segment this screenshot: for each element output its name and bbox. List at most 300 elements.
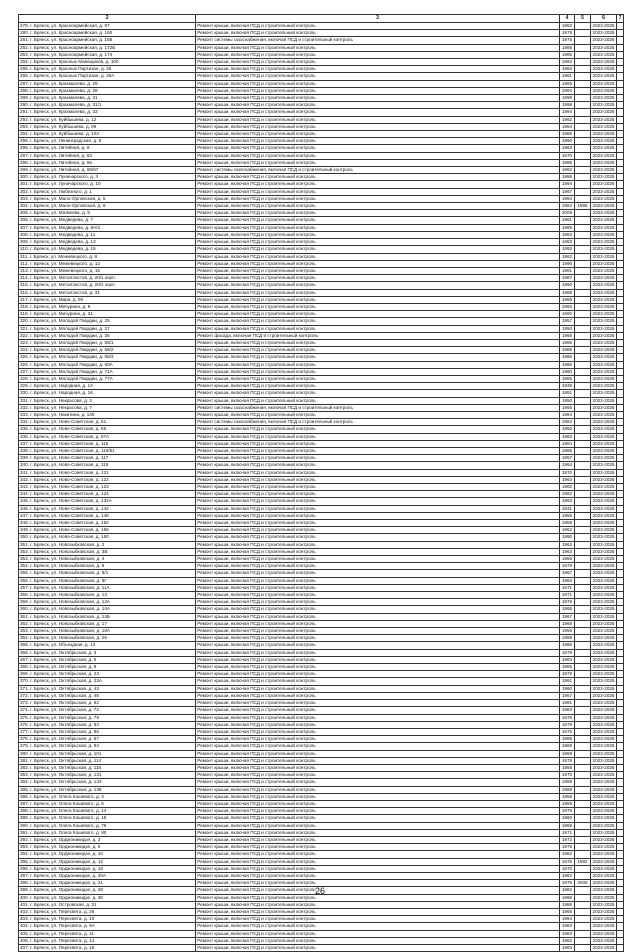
address-text: г. Брянск, ул. Ново-Советская, д. 132А bbox=[30, 498, 112, 504]
note-cell bbox=[617, 80, 624, 87]
note-cell bbox=[617, 534, 624, 541]
period-cell: 2023-2025 bbox=[590, 159, 617, 166]
note-cell bbox=[617, 743, 624, 750]
year-cell: 1986 bbox=[559, 901, 575, 908]
work-cell: Ремонт крыши, включая ПСД и строительный контроль bbox=[196, 476, 559, 483]
note-cell bbox=[617, 822, 624, 829]
note-cell bbox=[617, 217, 624, 224]
address-cell bbox=[19, 210, 196, 217]
extra-year-cell bbox=[575, 512, 591, 519]
period-cell: 2023-2025 bbox=[590, 664, 617, 671]
table-row bbox=[19, 563, 624, 570]
table-row bbox=[19, 217, 624, 224]
year-cell: 1987 bbox=[559, 275, 575, 282]
table-row bbox=[19, 836, 624, 843]
address-text: г. Брянск, ул. Орджоникидзе, д. 10 bbox=[30, 851, 103, 857]
table-row bbox=[19, 635, 624, 642]
period-cell: 2023-2025 bbox=[590, 30, 617, 37]
year-cell: 1976 bbox=[559, 844, 575, 851]
address-text: г. Брянск, ул. Ново-Советская, д. 116/51 bbox=[30, 447, 115, 453]
year-cell: 1993 bbox=[559, 498, 575, 505]
work-cell: Ремонт крыши, включая ПСД и строительный контроль bbox=[196, 772, 559, 779]
extra-year-cell bbox=[575, 325, 591, 332]
address-text: г. Брянск, ул. Любезного, д. 1 bbox=[30, 188, 92, 194]
period-cell: 2023-2025 bbox=[590, 282, 617, 289]
work-cell: Ремонт крыши, включая ПСД и строительный контроль bbox=[196, 505, 559, 512]
row-number: 373. bbox=[20, 700, 29, 706]
work-cell: Ремонт крыши, включая ПСД и строительный контроль bbox=[196, 361, 559, 368]
table-row bbox=[19, 606, 624, 613]
address-text: г. Брянск, ул. Медведева, д. 9А/2 bbox=[30, 224, 101, 230]
address-text: г. Брянск, ул. Орджоникидзе, д. 6 bbox=[30, 844, 101, 850]
table-row bbox=[19, 181, 624, 188]
period-cell: 2023-2025 bbox=[590, 556, 617, 563]
address-cell bbox=[19, 181, 196, 188]
work-cell: Ремонт системы газоснабжения, включая ПСД и строительный контроль bbox=[196, 167, 559, 174]
note-cell bbox=[617, 419, 624, 426]
row-number: 392. bbox=[20, 836, 29, 842]
address-text: г. Брянск, ул. Орджоникидзе, д. 20А bbox=[30, 872, 106, 878]
year-cell: 1993 bbox=[559, 246, 575, 253]
year-cell: 1975 bbox=[559, 728, 575, 735]
address-cell bbox=[19, 685, 196, 692]
work-cell: Ремонт крыши, включая ПСД и строительный контроль bbox=[196, 844, 559, 851]
year-cell: 1969 bbox=[559, 743, 575, 750]
year-cell: 1981 bbox=[559, 267, 575, 274]
address-cell bbox=[19, 419, 196, 426]
year-cell: 1979 bbox=[559, 721, 575, 728]
row-number: 361. bbox=[20, 613, 29, 619]
note-cell bbox=[617, 750, 624, 757]
address-text: г. Брянск, ул. Олега Кошевого, д. 76 bbox=[30, 822, 107, 828]
row-number: 304. bbox=[20, 203, 29, 209]
address-text: г. Брянск, ул. Луначарского, д. 3 bbox=[30, 174, 98, 180]
period-cell: 2023-2025 bbox=[590, 167, 617, 174]
address-cell bbox=[19, 484, 196, 491]
note-cell bbox=[617, 656, 624, 663]
table-row bbox=[19, 743, 624, 750]
table-row bbox=[19, 462, 624, 469]
row-number: 405. bbox=[20, 930, 29, 936]
address-cell bbox=[19, 620, 196, 627]
year-cell: 1990 bbox=[559, 282, 575, 289]
column-header-address: 2 bbox=[19, 15, 196, 23]
note-cell bbox=[617, 476, 624, 483]
address-text: г. Брянск, ул. Новозыбковская, д. 8/1 bbox=[30, 570, 109, 576]
table-row bbox=[19, 685, 624, 692]
year-cell: 1982 bbox=[559, 937, 575, 944]
table-row bbox=[19, 195, 624, 202]
year-cell: 1964 bbox=[559, 203, 575, 210]
address-text: г. Брянск, ул. Октябрьская, д. 23А bbox=[30, 678, 102, 684]
work-cell: Ремонт крыши, включая ПСД и строительный контроль bbox=[196, 498, 559, 505]
year-cell: 1982 bbox=[559, 872, 575, 879]
table-row bbox=[19, 577, 624, 584]
table-row bbox=[19, 628, 624, 635]
period-cell: 2023-2025 bbox=[590, 642, 617, 649]
period-cell: 2023-2025 bbox=[590, 678, 617, 685]
year-cell: 1961 bbox=[559, 678, 575, 685]
period-cell: 2023-2025 bbox=[590, 23, 617, 30]
period-cell: 2023-2025 bbox=[590, 275, 617, 282]
period-cell: 2023-2025 bbox=[590, 916, 617, 923]
address-text: г. Брянск, ул. Орджоникидзе, д. 18 bbox=[30, 865, 103, 871]
period-cell: 2023-2025 bbox=[590, 750, 617, 757]
address-text: г. Брянск, ул. Куйбышева, д. 99 bbox=[30, 123, 97, 129]
table-row bbox=[19, 793, 624, 800]
note-cell bbox=[617, 728, 624, 735]
row-number: 380. bbox=[20, 750, 29, 756]
column-header-work: 3 bbox=[196, 15, 559, 23]
work-cell: Ремонт крыши, включая ПСД и строительный контроль bbox=[196, 894, 559, 901]
table-row bbox=[19, 865, 624, 872]
table-row bbox=[19, 361, 624, 368]
row-number: 336. bbox=[20, 433, 29, 439]
extra-year-cell bbox=[575, 685, 591, 692]
note-cell bbox=[617, 779, 624, 786]
address-cell bbox=[19, 282, 196, 289]
address-cell bbox=[19, 239, 196, 246]
work-cell: Ремонт крыши, включая ПСД и строительный контроль bbox=[196, 469, 559, 476]
row-number: 289. bbox=[20, 95, 29, 101]
table-row bbox=[19, 829, 624, 836]
extra-year-cell bbox=[575, 455, 591, 462]
period-cell: 2023-2025 bbox=[590, 210, 617, 217]
extra-year-cell bbox=[575, 37, 591, 44]
period-cell: 2023-2025 bbox=[590, 375, 617, 382]
year-cell: 1990 bbox=[559, 138, 575, 145]
year-cell: 1959 bbox=[559, 800, 575, 807]
work-cell: Ремонт крыши, включая ПСД и строительный контроль bbox=[196, 159, 559, 166]
address-text: г. Брянск, ул. Объездная, д. 13 bbox=[30, 642, 96, 648]
year-cell: 1994 bbox=[559, 181, 575, 188]
period-cell: 2023-2025 bbox=[590, 743, 617, 750]
row-number: 354. bbox=[20, 563, 29, 569]
note-cell bbox=[617, 37, 624, 44]
work-cell: Ремонт крыши, включая ПСД и строительный контроль bbox=[196, 311, 559, 318]
work-cell: Ремонт крыши, включая ПСД и строительный контроль bbox=[196, 714, 559, 721]
note-cell bbox=[617, 282, 624, 289]
work-cell: Ремонт крыши, включая ПСД и строительный контроль bbox=[196, 138, 559, 145]
address-cell bbox=[19, 275, 196, 282]
period-cell: 2023-2025 bbox=[590, 908, 617, 915]
row-number: 279. bbox=[20, 23, 29, 28]
address-text: г. Брянск, ул. Орджоникидзе, д. 12 bbox=[30, 858, 103, 864]
work-cell: Ремонт крыши, включая ПСД и строительный контроль bbox=[196, 484, 559, 491]
period-cell: 2023-2025 bbox=[590, 188, 617, 195]
year-cell: 1950 bbox=[559, 397, 575, 404]
extra-year-cell bbox=[575, 520, 591, 527]
work-cell: Ремонт крыши, включая ПСД и строительный контроль bbox=[196, 44, 559, 51]
row-number: 368. bbox=[20, 664, 29, 670]
period-cell: 2023-2025 bbox=[590, 736, 617, 743]
address-text: г. Брянск, ул. Луначарского, д. 10 bbox=[30, 181, 101, 187]
extra-year-cell bbox=[575, 692, 591, 699]
work-cell: Ремонт фасада, включая ПСД и строительный контроль bbox=[196, 332, 559, 339]
address-cell bbox=[19, 512, 196, 519]
extra-year-cell bbox=[575, 721, 591, 728]
year-cell: 1969 bbox=[559, 750, 575, 757]
address-text: г. Брянск, ул. Никитина, д. 145 bbox=[30, 411, 95, 417]
row-number: 379. bbox=[20, 743, 29, 749]
address-cell bbox=[19, 584, 196, 591]
extra-year-cell bbox=[575, 397, 591, 404]
note-cell bbox=[617, 195, 624, 202]
row-number: 288. bbox=[20, 87, 29, 93]
work-cell: Ремонт крыши, включая ПСД и строительный контроль bbox=[196, 303, 559, 310]
extra-year-cell bbox=[575, 728, 591, 735]
table-row bbox=[19, 325, 624, 332]
address-text: г. Брянск, ул. Крахмалева, д. 29 bbox=[30, 80, 98, 86]
period-cell: 2023-2025 bbox=[590, 700, 617, 707]
work-cell: Ремонт крыши, включая ПСД и строительный контроль bbox=[196, 433, 559, 440]
period-cell: 2023-2025 bbox=[590, 872, 617, 879]
table-row bbox=[19, 527, 624, 534]
work-cell: Ремонт крыши, включая ПСД и строительный контроль bbox=[196, 411, 559, 418]
table-row bbox=[19, 318, 624, 325]
extra-year-cell bbox=[575, 556, 591, 563]
row-number: 340. bbox=[20, 462, 29, 468]
table-row bbox=[19, 548, 624, 555]
table-row bbox=[19, 246, 624, 253]
row-number: 401. bbox=[20, 901, 29, 907]
extra-year-cell bbox=[575, 30, 591, 37]
table-row bbox=[19, 397, 624, 404]
note-cell bbox=[617, 858, 624, 865]
year-cell: 1969 bbox=[559, 822, 575, 829]
extra-year-cell bbox=[575, 145, 591, 152]
year-cell: 1967 bbox=[559, 570, 575, 577]
address-text: г. Брянск, ул. Октябрьская, д. 83 bbox=[30, 721, 99, 727]
address-text: г. Брянск, ул. Ново-Советская, д. 119 bbox=[30, 462, 109, 468]
year-cell: 1998 bbox=[559, 95, 575, 102]
extra-year-cell bbox=[575, 311, 591, 318]
year-cell: 2009 bbox=[559, 210, 575, 217]
address-cell bbox=[19, 138, 196, 145]
work-cell: Ремонт крыши, включая ПСД и строительный контроль bbox=[196, 390, 559, 397]
address-cell bbox=[19, 390, 196, 397]
address-cell bbox=[19, 937, 196, 944]
row-number: 317. bbox=[20, 296, 29, 302]
year-cell: 1985 bbox=[559, 664, 575, 671]
row-number: 330. bbox=[20, 390, 29, 396]
table-row bbox=[19, 570, 624, 577]
address-text: г. Брянск, ул. Мичурина, д. 31 bbox=[30, 311, 93, 317]
address-text: г. Брянск, ул. Металлистов, д. 31 bbox=[30, 289, 100, 295]
extra-year-cell bbox=[575, 764, 591, 771]
year-cell: 1970 bbox=[559, 865, 575, 872]
address-cell bbox=[19, 167, 196, 174]
work-cell: Ремонт крыши, включая ПСД и строительный контроль bbox=[196, 217, 559, 224]
year-cell: 1985 bbox=[559, 375, 575, 382]
note-cell bbox=[617, 44, 624, 51]
table-row bbox=[19, 59, 624, 66]
note-cell bbox=[617, 390, 624, 397]
row-number: 339. bbox=[20, 455, 29, 461]
period-cell: 2023-2025 bbox=[590, 584, 617, 591]
table-row bbox=[19, 620, 624, 627]
period-cell: 2023-2025 bbox=[590, 224, 617, 231]
table-row bbox=[19, 167, 624, 174]
year-cell: 1985 bbox=[559, 339, 575, 346]
address-text: г. Брянск, ул. Октябрьская, д. 131 bbox=[30, 772, 102, 778]
period-cell: 2023-2025 bbox=[590, 37, 617, 44]
address-text: г. Брянск, ул. Ново-Советская, д. 142 bbox=[30, 505, 109, 511]
year-cell: 1960 bbox=[559, 815, 575, 822]
year-cell: 1962 bbox=[559, 491, 575, 498]
work-cell: Ремонт крыши, включая ПСД и строительный контроль bbox=[196, 116, 559, 123]
period-cell: 2023-2025 bbox=[590, 945, 617, 952]
address-text: г. Брянск, ул. Молодой Гвардии, д. 25 bbox=[30, 318, 110, 324]
period-cell: 2023-2025 bbox=[590, 145, 617, 152]
row-number: 377. bbox=[20, 728, 29, 734]
table-row bbox=[19, 102, 624, 109]
work-cell: Ремонт крыши, включая ПСД и строительный контроль bbox=[196, 181, 559, 188]
address-text: г. Брянск, ул. Молодой Гвардии, д. 77А bbox=[30, 375, 113, 381]
table-row bbox=[19, 505, 624, 512]
table-body bbox=[19, 23, 624, 952]
extra-year-cell bbox=[575, 505, 591, 512]
row-number: 389. bbox=[20, 815, 29, 821]
year-cell: 1966 bbox=[559, 606, 575, 613]
row-number: 348. bbox=[20, 520, 29, 526]
period-cell: 2023-2025 bbox=[590, 728, 617, 735]
work-cell: Ремонт крыши, включая ПСД и строительный контроль bbox=[196, 368, 559, 375]
extra-year-cell bbox=[575, 635, 591, 642]
row-number: 306. bbox=[20, 217, 29, 223]
address-cell bbox=[19, 700, 196, 707]
work-cell: Ремонт крыши, включая ПСД и строительный контроль bbox=[196, 275, 559, 282]
work-cell: Ремонт крыши, включая ПСД и строительный контроль bbox=[196, 224, 559, 231]
extra-year-cell bbox=[575, 152, 591, 159]
note-cell bbox=[617, 808, 624, 815]
extra-year-cell bbox=[575, 613, 591, 620]
row-number: 307. bbox=[20, 224, 29, 230]
address-text: г. Брянск, ул. Октябрьская, д. 86 bbox=[30, 728, 99, 734]
address-text: г. Брянск, ул. Орджоникидзе, д. 3 bbox=[30, 836, 101, 842]
address-cell bbox=[19, 188, 196, 195]
year-cell: 1993 bbox=[559, 145, 575, 152]
address-text: г. Брянск, ул. Октябрьская, д. 116 bbox=[30, 764, 102, 770]
year-cell: 1982 bbox=[559, 253, 575, 260]
row-number: 315. bbox=[20, 282, 29, 288]
extra-year-cell bbox=[575, 361, 591, 368]
note-cell bbox=[617, 563, 624, 570]
address-cell bbox=[19, 865, 196, 872]
table-row bbox=[19, 649, 624, 656]
address-cell bbox=[19, 246, 196, 253]
row-number: 297. bbox=[20, 152, 29, 158]
work-cell: Ремонт крыши, включая ПСД и строительный контроль bbox=[196, 945, 559, 952]
address-cell bbox=[19, 757, 196, 764]
row-number: 396. bbox=[20, 865, 29, 871]
work-cell: Ремонт крыши, включая ПСД и строительный контроль bbox=[196, 296, 559, 303]
work-cell: Ремонт крыши, включая ПСД и строительный контроль bbox=[196, 916, 559, 923]
period-cell: 2023-2025 bbox=[590, 714, 617, 721]
note-cell bbox=[617, 231, 624, 238]
table-row bbox=[19, 73, 624, 80]
period-cell: 2023-2025 bbox=[590, 757, 617, 764]
extra-year-cell bbox=[575, 491, 591, 498]
note-cell bbox=[617, 303, 624, 310]
note-cell bbox=[617, 332, 624, 339]
period-cell: 2023-2025 bbox=[590, 527, 617, 534]
period-cell: 2023-2025 bbox=[590, 577, 617, 584]
work-cell: Ремонт крыши, включая ПСД и строительный контроль bbox=[196, 267, 559, 274]
table-row bbox=[19, 87, 624, 94]
year-cell: 1986 bbox=[559, 131, 575, 138]
work-cell: Ремонт системы газоснабжения, включая ПСД и строительный контроль bbox=[196, 419, 559, 426]
work-cell: Ремонт крыши, включая ПСД и строительный контроль bbox=[196, 447, 559, 454]
address-cell bbox=[19, 145, 196, 152]
address-cell bbox=[19, 736, 196, 743]
period-cell: 2023-2025 bbox=[590, 368, 617, 375]
work-cell: Ремонт крыши, включая ПСД и строительный контроль bbox=[196, 556, 559, 563]
work-cell: Ремонт крыши, включая ПСД и строительный контроль bbox=[196, 851, 559, 858]
row-number: 302. bbox=[20, 188, 29, 194]
row-number: 364. bbox=[20, 635, 29, 641]
period-cell: 2023-2025 bbox=[590, 332, 617, 339]
extra-year-cell bbox=[575, 44, 591, 51]
address-text: г. Брянск, ул. Октябрьская, д. 62 bbox=[30, 700, 99, 706]
table-row bbox=[19, 599, 624, 606]
period-cell: 2023-2025 bbox=[590, 253, 617, 260]
address-text: г. Брянск, ул. Литейная, д. 68/67 bbox=[30, 167, 99, 173]
extra-year-cell bbox=[575, 872, 591, 879]
year-cell: 1968 bbox=[559, 620, 575, 627]
row-number: 362. bbox=[20, 620, 29, 626]
work-cell: Ремонт крыши, включая ПСД и строительный контроль bbox=[196, 937, 559, 944]
work-cell: Ремонт крыши, включая ПСД и строительный контроль bbox=[196, 800, 559, 807]
work-cell: Ремонт крыши, включая ПСД и строительный контроль bbox=[196, 656, 559, 663]
address-text: г. Брянск, ул. Новозыбковская, д. 8Г bbox=[30, 577, 107, 583]
note-cell bbox=[617, 649, 624, 656]
address-text: г. Брянск, ул. Красных Партизан, д. 26А bbox=[30, 73, 115, 79]
table-row bbox=[19, 138, 624, 145]
work-cell: Ремонт крыши, включая ПСД и строительный контроль bbox=[196, 59, 559, 66]
row-number: 324. bbox=[20, 347, 29, 353]
row-number: 327. bbox=[20, 368, 29, 374]
work-cell: Ремонт крыши, включая ПСД и строительный контроль bbox=[196, 174, 559, 181]
period-cell: 2023-2025 bbox=[590, 390, 617, 397]
extra-year-cell bbox=[575, 664, 591, 671]
address-text: г. Брянск, ул. Пересвета, д. 11 bbox=[30, 930, 94, 936]
work-cell: Ремонт крыши, включая ПСД и строительный контроль bbox=[196, 779, 559, 786]
extra-year-cell bbox=[575, 815, 591, 822]
address-text: г. Брянск, ул. Новозыбковская, д. 11А bbox=[30, 584, 110, 590]
work-cell: Ремонт крыши, включая ПСД и строительный контроль bbox=[196, 23, 559, 30]
period-cell: 2023-2025 bbox=[590, 455, 617, 462]
address-text: г. Брянск, ул. Медведева, д. 11 bbox=[30, 231, 96, 237]
table-row bbox=[19, 642, 624, 649]
extra-year-cell bbox=[575, 865, 591, 872]
note-cell bbox=[617, 484, 624, 491]
address-text: г. Брянск, ул. Молодой Гвардии, д. 60А bbox=[30, 361, 113, 367]
note-cell bbox=[617, 836, 624, 843]
address-text: г. Брянск, ул. Литейная, д. 56 bbox=[30, 159, 92, 165]
period-cell: 2023-2025 bbox=[590, 815, 617, 822]
column-header-note: 7 bbox=[618, 15, 622, 21]
address-text: г. Брянск, ул. Молодой Гвардии, д. 58/2 bbox=[30, 347, 114, 353]
address-cell bbox=[19, 743, 196, 750]
row-number: 365. bbox=[20, 642, 29, 648]
note-cell bbox=[617, 30, 624, 37]
year-cell: 1985 bbox=[559, 51, 575, 58]
note-cell bbox=[617, 440, 624, 447]
period-cell: 2023-2025 bbox=[590, 779, 617, 786]
table-row bbox=[19, 556, 624, 563]
period-cell: 2023-2025 bbox=[590, 361, 617, 368]
